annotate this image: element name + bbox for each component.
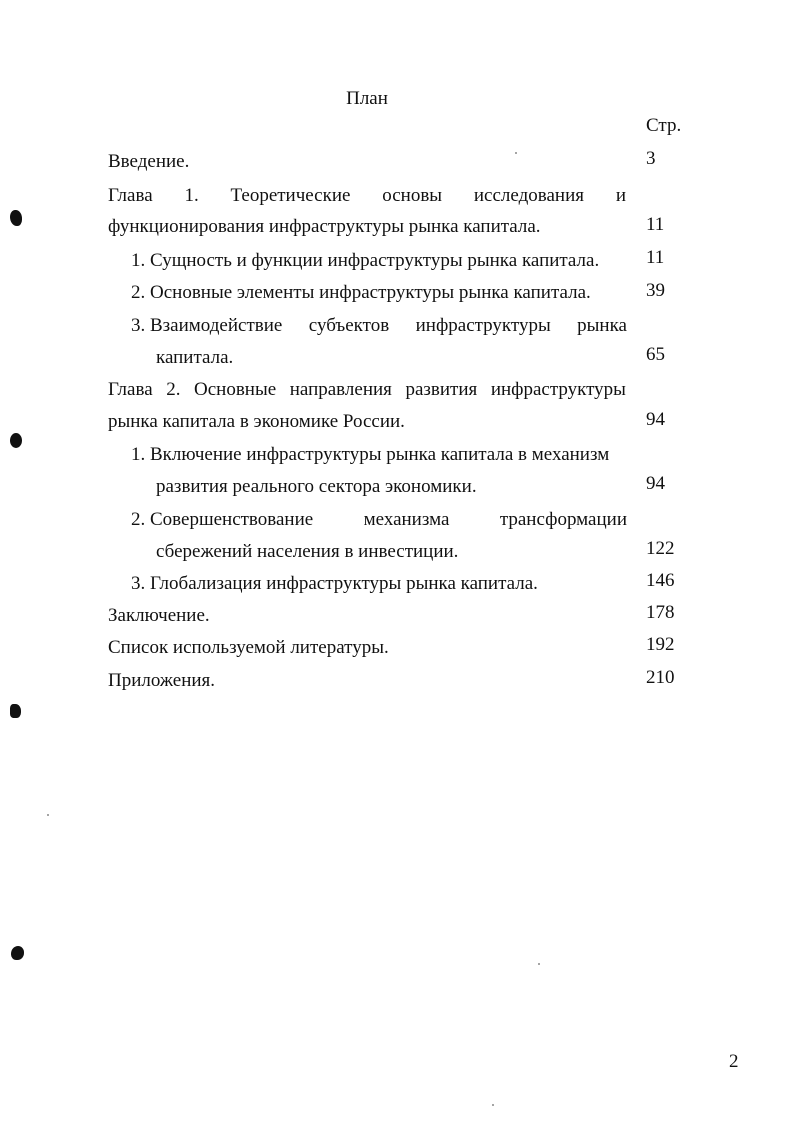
toc-conclusion: Заключение. (108, 605, 210, 626)
toc-chapter1-page: 11 (646, 214, 665, 235)
page-title: План (346, 88, 388, 109)
word: 3. Взаимодействие (131, 315, 283, 336)
word: Глава (108, 185, 153, 206)
toc-bibliography-page: 192 (646, 634, 675, 655)
word: развития (405, 379, 478, 400)
word: 1. (184, 185, 199, 206)
toc-chapter2-section3-page: 146 (646, 570, 675, 591)
toc-appendix-page: 210 (646, 667, 675, 688)
word: исследования (473, 185, 584, 206)
toc-appendix: Приложения. (108, 670, 216, 691)
toc-chapter1-section2-page: 39 (646, 280, 665, 301)
toc-chapter1-section3-line1 (131, 314, 627, 338)
scan-blot (10, 210, 22, 226)
word: Основные (194, 379, 277, 400)
word: 2. Совершенствование (131, 509, 314, 530)
word: и (615, 185, 626, 206)
scan-speck (47, 814, 49, 816)
scan-speck (492, 1104, 494, 1106)
scan-speck (515, 152, 517, 154)
toc-chapter2-section2-line2: сбережений населения в инвестиции. (156, 541, 459, 562)
toc-chapter2-line2: рынка капитала в экономике России. (108, 411, 405, 432)
page-number: 2 (729, 1051, 739, 1072)
word: основы (382, 185, 443, 206)
toc-chapter1-section2: 2. Основные элементы инфраструктуры рынка капитала. (131, 282, 591, 303)
toc-bibliography: Список используемой литературы. (108, 637, 389, 658)
toc-chapter1-section3-line2: капитала. (156, 347, 234, 368)
word: Глава (108, 379, 153, 400)
scan-blot (10, 433, 22, 448)
word: инфраструктуры (415, 315, 551, 336)
toc-chapter2-section1-line2: развития реального сектора экономики. (156, 476, 477, 497)
word: трансформации (499, 509, 627, 530)
toc-conclusion-page: 178 (646, 602, 675, 623)
toc-chapter1-section1: 1. Сущность и функции инфраструктуры рынка капитала. (131, 250, 600, 271)
scan-blot (11, 946, 24, 960)
word: 2. (166, 379, 181, 400)
scan-blot (10, 704, 21, 718)
toc-chapter1-section3-page: 65 (646, 344, 665, 365)
word: инфраструктуры (490, 379, 626, 400)
toc-chapter2-section1-line1: 1. Включение инфраструктуры рынка капитала в механизм (131, 444, 610, 465)
word: направления (289, 379, 392, 400)
word: механизма (363, 509, 450, 530)
toc-chapter2-line1 (108, 378, 626, 402)
toc-chapter2-section2-page: 122 (646, 538, 675, 559)
toc-chapter1-line1 (108, 184, 626, 208)
toc-chapter2-section1-page: 94 (646, 473, 665, 494)
toc-chapter1-section1-page: 11 (646, 247, 665, 268)
word: Теоретические (230, 185, 351, 206)
word: рынка (577, 315, 627, 336)
toc-chapter1-line2: функционирования инфраструктуры рынка капитала. (108, 216, 541, 237)
toc-chapter2-page: 94 (646, 409, 665, 430)
toc-intro: Введение. (108, 151, 190, 172)
toc-chapter2-section2-line1 (131, 508, 627, 532)
page-column-header: Стр. (646, 115, 682, 136)
word: субъектов (308, 315, 390, 336)
toc-intro-page: 3 (646, 148, 656, 169)
scan-speck (538, 963, 540, 965)
toc-chapter2-section3: 3. Глобализация инфраструктуры рынка капитала. (131, 573, 538, 594)
